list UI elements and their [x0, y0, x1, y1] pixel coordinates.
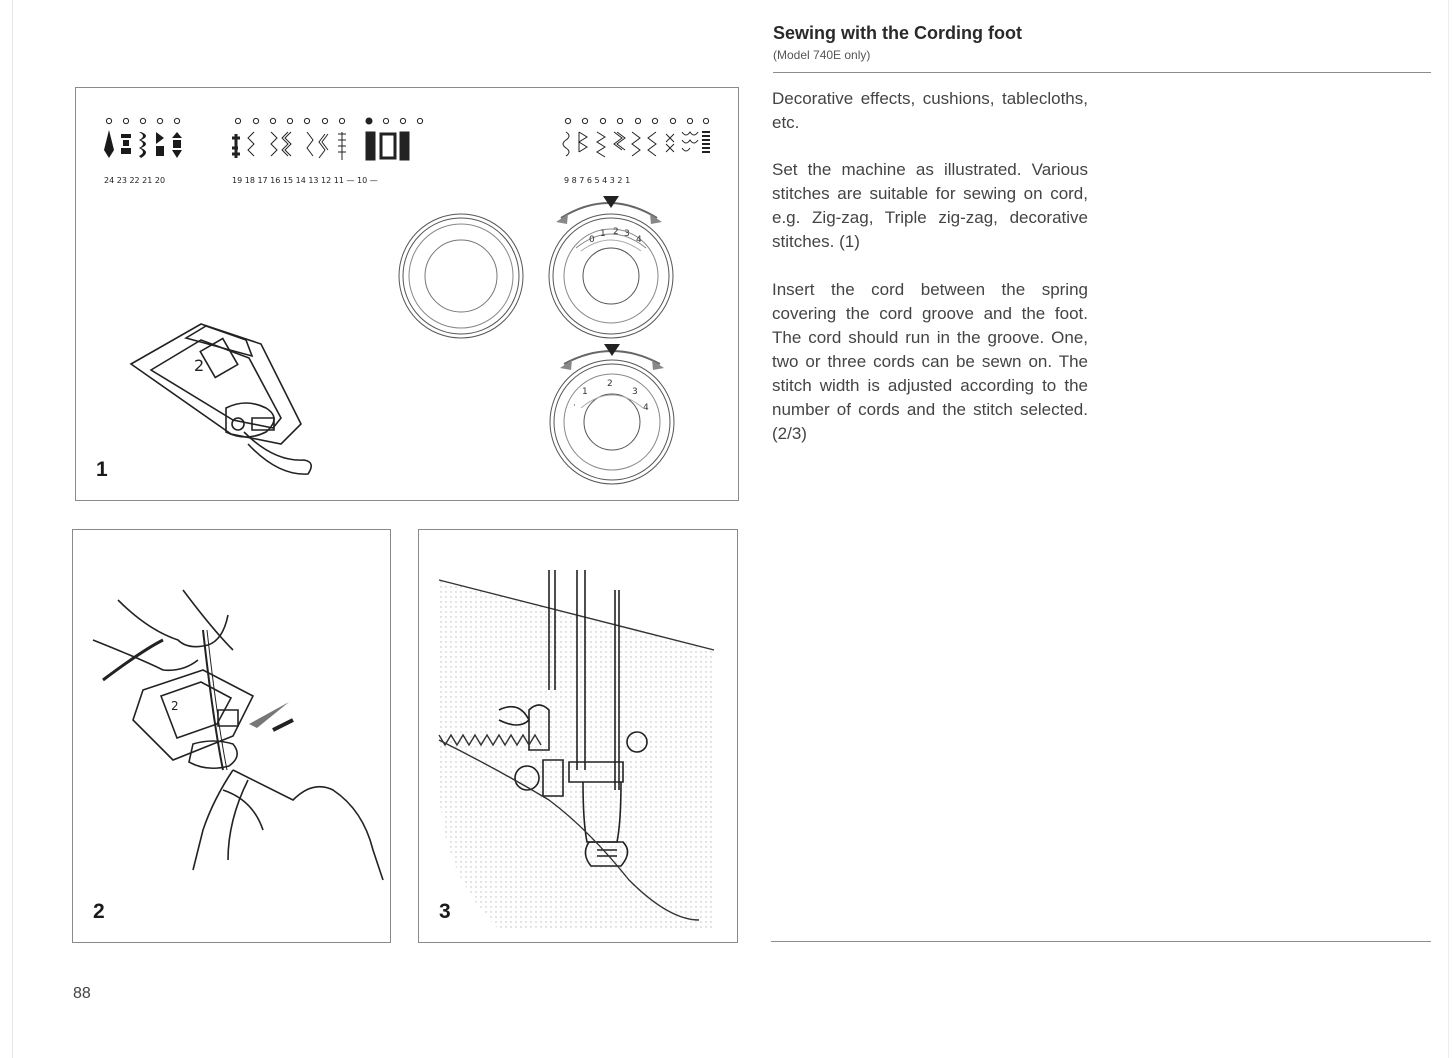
svg-text:0: 0 — [589, 235, 595, 245]
paragraph-insert-cord: Insert the cord between the spring covering the cord groove and the foot. The cord should run in the groove. One, two or three cords can be sewn on. The stitch width is adjusted according to the number of cords and the stitch selected. (2/3) — [772, 280, 1088, 443]
cording-foot-illustration — [131, 324, 311, 474]
hands-and-foot-drawing — [93, 590, 383, 880]
figure-number: 1 — [96, 458, 108, 481]
stitch-numbers-right: 9 8 7 6 5 4 3 2 1 — [564, 176, 631, 185]
svg-text:·: · — [573, 401, 576, 411]
paragraph-machine-settings: Set the machine as illustrated. Various stitches are suitable for sewing on cord, e.g. Zig-zag, Triple zig-zag, decorative stitches. (1) — [772, 160, 1088, 251]
svg-text:4: 4 — [636, 235, 642, 245]
dial-adjust-arrows-top — [556, 196, 662, 224]
svg-text:1: 1 — [600, 229, 606, 239]
stitch-selector-right — [563, 118, 710, 157]
dial-adjust-arrows-bottom — [560, 344, 664, 370]
svg-text:1: 1 — [582, 387, 588, 397]
svg-text:2: 2 — [171, 699, 179, 713]
sewing-cord-illustration — [419, 530, 737, 942]
stitch-numbers-middle: 19 18 17 16 15 14 13 12 11 — 10 — — [232, 176, 378, 185]
svg-text:2: 2 — [607, 379, 613, 389]
section-heading: Sewing with the Cording foot — [773, 23, 1022, 43]
foot-number-label: 2 — [194, 356, 205, 375]
svg-text:3: 3 — [624, 229, 630, 239]
heading-divider — [773, 72, 1431, 73]
page-number: 88 — [73, 985, 91, 1002]
paragraph-uses: Decorative effects, cushions, tablecloths, etc. — [772, 89, 1088, 132]
figure-number: 3 — [439, 900, 451, 923]
bottom-divider — [771, 941, 1431, 942]
page-edge-left — [12, 0, 13, 1058]
machine-settings-illustration — [76, 88, 738, 500]
figure-1-machine-settings — [75, 87, 739, 501]
figure-number: 2 — [93, 900, 105, 923]
figure-3-sewing-cord — [418, 529, 738, 943]
stitch-selector-middle — [232, 118, 423, 160]
page-edge-right — [1448, 0, 1449, 1058]
stitch-numbers-left: 24 23 22 21 20 — [104, 176, 166, 185]
svg-text:4: 4 — [643, 403, 649, 413]
stitch-length-dial — [549, 214, 673, 338]
svg-text:2: 2 — [613, 227, 619, 237]
stitch-selector-left — [104, 118, 182, 158]
svg-text:3: 3 — [632, 387, 638, 397]
figure-2-insert-cord — [72, 529, 391, 943]
tension-dial — [399, 214, 523, 338]
insert-cord-illustration — [73, 530, 390, 942]
model-note: (Model 740E only) — [773, 48, 871, 62]
